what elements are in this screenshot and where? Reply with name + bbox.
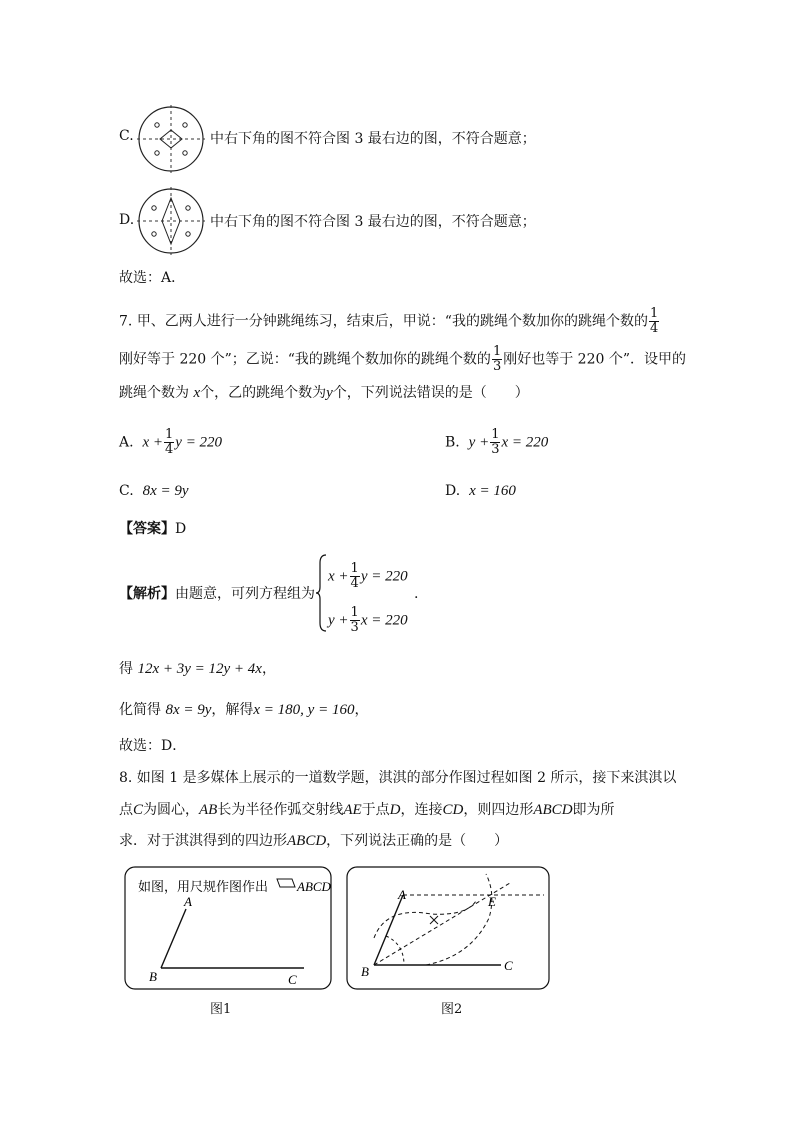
fig2-label-a: A [398, 887, 406, 902]
option-b-lhs: y + [468, 434, 490, 451]
fraction-quarter: $\frac{1}{4}$ [649, 306, 659, 336]
analysis-intro-text: 由题意，可列方程组为 [175, 586, 315, 602]
fig1-label-b: B [149, 969, 157, 984]
analysis-eq2 [328, 606, 408, 635]
q7-line3-part3: 个，下列说法错误的是（ ） [332, 385, 529, 401]
q8-l2-D: D [389, 802, 401, 818]
analysis-intro [119, 584, 315, 604]
q7-line2-part1: 刚好等于 220 个”；乙说：“我的跳绳个数加你的跳绳个数的 [119, 351, 491, 368]
q8-l2-AE: AE [343, 802, 362, 818]
analysis-step1 [119, 659, 276, 679]
eq1-lhs: x + [328, 568, 349, 585]
q7-line3-part2: 个，乙的跳绳个数为 [200, 385, 327, 401]
var-y: y [326, 385, 333, 401]
circle-cross-tall-diamond-icon [136, 186, 206, 256]
q8-l3-p2: ，下列说法正确的是（ ） [326, 833, 509, 849]
figure-1-title: 如图，用尺规作图作出 [138, 879, 269, 894]
step1-suffix: ， [261, 661, 276, 677]
q8-l2-ABCD: ABCD [533, 802, 573, 818]
eq2-fraction: $\frac{1}{3}$ [350, 605, 359, 635]
option-d-label: D. [119, 212, 135, 228]
eq2-rhs: x = 220 [360, 612, 408, 629]
option-b-rhs: x = 220 [501, 434, 549, 451]
fig2-label-e: E [488, 894, 496, 909]
step2-mid: ，解得 [211, 702, 254, 718]
q8-l2-p5: ，连接 [400, 802, 443, 818]
eq1-rhs: y = 220 [360, 568, 408, 585]
eq1-fraction: $\frac{1}{4}$ [350, 561, 359, 591]
q8-line2 [119, 800, 615, 820]
step2-expr: 8x = 9y [165, 702, 212, 718]
parallelogram-icon [277, 879, 295, 887]
q8-l2-CD: CD [442, 802, 464, 818]
option-a-fraction: $\frac{1}{4}$ [165, 427, 174, 457]
q7-line2-part2: 刚好也等于 220 个”．设甲的 [503, 351, 686, 368]
q8-l3-p1: 求．对于淇淇得到的四边形 [119, 833, 287, 849]
option-c-label: C. [119, 128, 134, 144]
option-d-eq-label: D. [445, 483, 461, 499]
step2-solution: x = 180, y = 160 [253, 702, 355, 718]
step2-prefix: 化简得 [119, 702, 161, 718]
q7-line3-part1: 跳绳个数为 [119, 385, 189, 401]
option-d-expr: x = 160 [469, 483, 516, 499]
q8-l2-p2: 为圆心， [143, 802, 200, 818]
figure-1-caption: 图1 [210, 1002, 232, 1017]
figure-2 [346, 866, 552, 992]
figure-1 [124, 866, 334, 992]
analysis-step2 [119, 700, 368, 720]
analysis-eq1 [328, 562, 408, 591]
analysis-period: . [414, 586, 419, 602]
q8-l2-AB: AB [199, 802, 218, 818]
q8-line3 [119, 831, 508, 851]
figure-1-title-math: ABCD [297, 879, 331, 894]
q7-option-a [119, 428, 222, 457]
option-a-rhs: y = 220 [175, 434, 223, 451]
figure-2-caption: 图2 [441, 1002, 463, 1017]
q7-line1-text: 甲、乙两人进行一分钟跳绳练习，结束后，甲说：“我的跳绳个数加你的跳绳个数的 [136, 313, 648, 330]
option-a-lhs: x + [142, 434, 163, 451]
q7-line2 [119, 345, 686, 374]
fig1-label-c: C [288, 972, 297, 987]
conclusion-a: 故选：A． [119, 270, 186, 286]
option-c-text: 中右下角的图不符合图 3 最右边的图，不符合题意； [210, 131, 536, 147]
step2-suffix: ， [354, 702, 369, 718]
q7-line3 [119, 383, 529, 403]
q8-line1: 8. 如图 1 是多媒体上展示的一道数学题，淇淇的部分作图过程如图 2 所示，接下来淇淇以 [119, 770, 677, 786]
fraction-third: $\frac{1}{3}$ [492, 344, 502, 374]
option-c-eq-label: C. [119, 483, 134, 499]
option-b-fraction: $\frac{1}{3}$ [491, 427, 500, 457]
step1-prefix: 得 [119, 661, 133, 677]
q8-l2-p7: 即为所 [572, 802, 615, 818]
fig2-label-b: B [361, 964, 369, 979]
q8-l2-p6: ，则四边形 [463, 802, 534, 818]
q8-l2-p1: 点 [119, 802, 133, 818]
q7-option-b [445, 428, 548, 457]
option-d-text: 中右下角的图不符合图 3 最右边的图，不符合题意； [210, 214, 536, 230]
fig1-label-a: A [184, 894, 192, 909]
analysis-tag: 【解析】 [119, 586, 175, 602]
conclusion-d: 故选：D． [119, 738, 187, 754]
step1-expr: 12x + 3y = 12y + 4x [137, 661, 262, 677]
q8-l2-p4: 于点 [361, 802, 390, 818]
option-b-label: B. [445, 434, 460, 451]
answer-value: D [175, 521, 187, 537]
q7-option-d [445, 481, 516, 501]
option-a-label: A. [119, 434, 134, 451]
var-x: x [193, 385, 201, 401]
eq2-lhs: y + [328, 612, 349, 629]
answer-tag: 【答案】 [119, 521, 175, 537]
q8-l3-ABCD: ABCD [287, 833, 327, 849]
fig2-label-c: C [504, 958, 513, 973]
option-c-expr: 8x = 9y [142, 483, 189, 499]
q7-line1 [119, 307, 660, 336]
left-brace-icon [316, 553, 328, 633]
q7-number: 7. [119, 313, 133, 330]
circle-cross-diamond-icon [136, 104, 206, 174]
q8-l2-C: C [133, 802, 144, 818]
q7-option-c [119, 481, 189, 501]
q8-l2-p3: 长为半径作弧交射线 [217, 802, 344, 818]
answer-line [119, 519, 186, 539]
